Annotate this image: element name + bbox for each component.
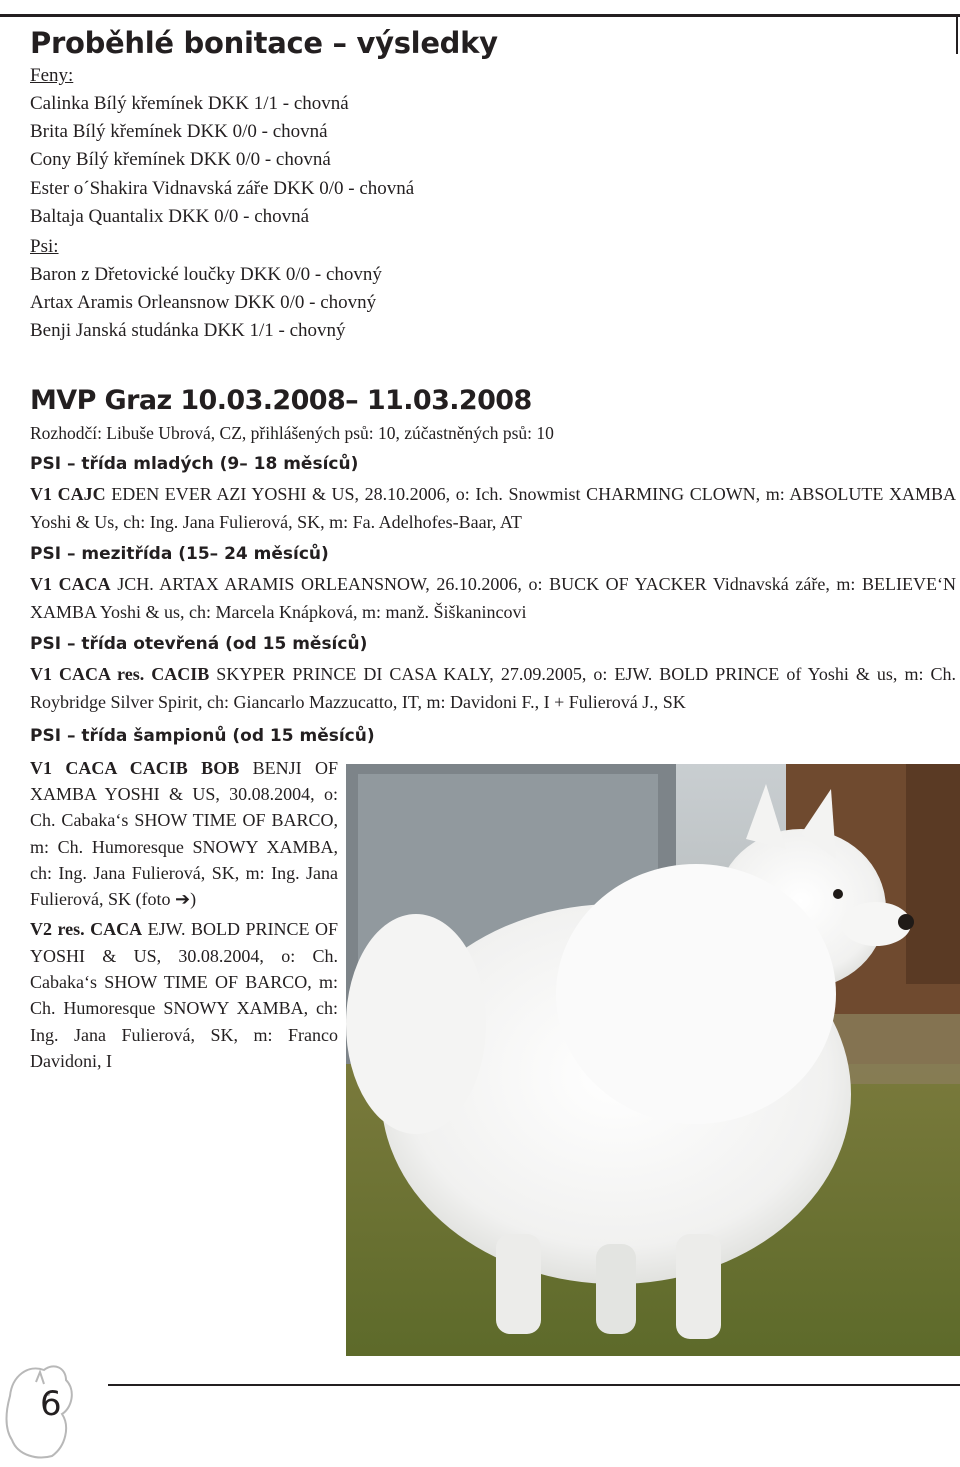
list-item: Benji Janská studánka DKK 1/1 - chovný [30, 320, 346, 342]
females-list [30, 90, 956, 231]
award: V1 CACA res. CACIB [30, 663, 210, 684]
entry-text: JCH. ARTAX ARAMIS ORLEANSNOW, 26.10.2006, o: BUCK OF YACKER Vidnavská záře, m: BELIEVE‘N XAMBA Yoshi & us, ch: Marcela Knápková, m: manž. Šiškanincovi [30, 573, 956, 623]
males-list [30, 261, 956, 346]
entry-champion-2 [30, 916, 338, 1074]
award: V1 CACA [30, 573, 111, 594]
males-label: Psi: [30, 236, 59, 258]
show-title: MVP Graz 10.03.2008– 11.03.2008 [30, 384, 532, 416]
females-label: Feny: [30, 65, 74, 86]
closing-paren: ) [190, 889, 197, 910]
list-item: Calinka Bílý křemínek DKK 1/1 - chovná [30, 93, 349, 114]
page-number: 6 [40, 1384, 62, 1424]
award: V1 CAJC [30, 483, 106, 504]
award: V2 res. CACA [30, 919, 143, 940]
judge-line: Rozhodčí: Libuše Ubrová, CZ, přihlášených psů: 10, zúčastněných psů: 10 [30, 422, 554, 443]
list-item: Cony Bílý křemínek DKK 0/0 - chovná [30, 149, 331, 171]
entry-young [30, 480, 956, 537]
entry-open [30, 660, 956, 717]
list-item: Baron z Dřetovické loučky DKK 0/0 - chovný [30, 264, 382, 286]
award: V1 CACA CACIB BOB [30, 757, 240, 778]
list-item: Artax Aramis Orleansnow DKK 0/0 - chovný [30, 292, 377, 314]
right-edge-rule [956, 14, 958, 54]
arrow-right-icon: ➔ [174, 889, 191, 910]
list-item: Baltaja Quantalix DKK 0/0 - chovná [30, 205, 310, 227]
page-title: Proběhlé bonitace – výsledky [30, 26, 498, 60]
entry-text: EJW. BOLD PRINCE OF YOSHI & US, 30.08.2004, o: Ch. Cabaka‘s SHOW TIME OF BARCO, m: Ch. Humoresque SNOWY XAMBA, ch: Ing. Jana Fulierová, SK, m: Franco Davidoni, I [30, 919, 339, 1071]
class-title-champions: PSI – třída šampionů (od 15 měsíců) [30, 725, 375, 746]
entry-text: SKYPER PRINCE DI CASA KALY, 27.09.2005, o: EJW. BOLD PRINCE of Yoshi & us, m: Ch. Roybridge Silver Spirit, ch: Giancarlo Mazzucatto, IT, m: Davidoni F., I + Fulierová J., SK [30, 663, 956, 713]
top-rule [0, 14, 960, 17]
entry-text: BENJI OF XAMBA YOSHI & US, 30.08.2004, o: Ch. Cabaka‘s SHOW TIME OF BARCO, m: Ch. Humoresque SNOWY XAMBA, ch: Ing. Jana Fulierová, SK, m: Ing. Jana Fulierová, SK (foto [30, 757, 338, 910]
entry-champion-1 [30, 755, 338, 913]
class-title-young: PSI – třída mladých (9– 18 měsíců) [30, 453, 359, 474]
dog-photo [346, 764, 960, 1356]
entry-text: EDEN EVER AZI YOSHI & US, 28.10.2006, o: Ich. Snowmist CHARMING CLOWN, m: ABSOLUTE XAMBA Yoshi & Us, ch: Ing. Jana Fulierová, SK, m: Fa. Adelhofes-Baar, AT [30, 483, 957, 533]
class-title-intermediate: PSI – mezitřída (15– 24 měsíců) [30, 543, 329, 564]
footer-rule [108, 1384, 960, 1386]
list-item: Ester o´Shakira Vidnavská záře DKK 0/0 - chovná [30, 177, 415, 199]
entry-intermediate [30, 570, 956, 627]
list-item: Brita Bílý křemínek DKK 0/0 - chovná [30, 121, 328, 143]
class-title-open: PSI – třída otevřená (od 15 měsíců) [30, 633, 368, 654]
